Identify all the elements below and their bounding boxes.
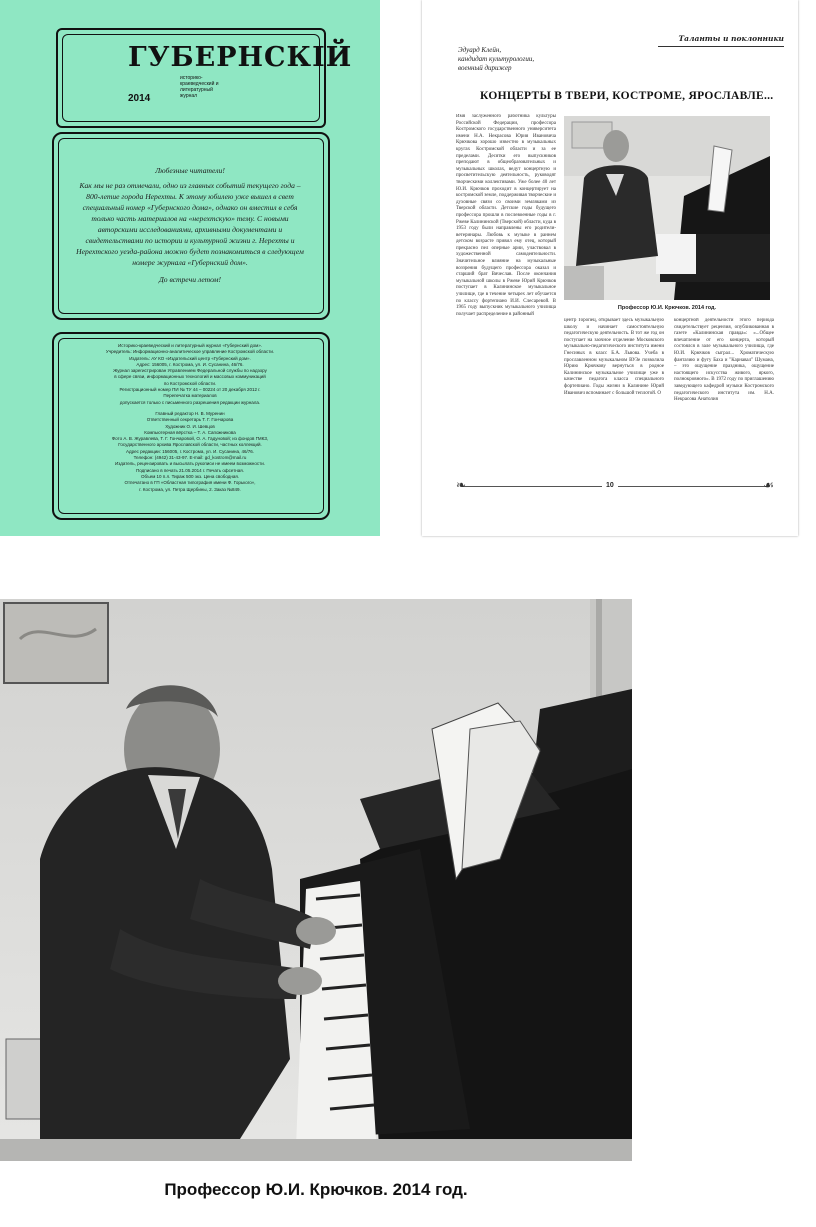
page-number: 10 xyxy=(602,482,618,489)
rubric-rule xyxy=(658,46,784,47)
imprint-line: Телефон: (4942) 31-43-97. E-mail: gd_kostrom@mail.ru xyxy=(133,455,247,461)
imprint-line: Историко-краеведческий и литературный журнал «Губернский дом». xyxy=(118,343,262,348)
letter-greeting: Любезные читатели! xyxy=(155,166,225,175)
letter-closing: До встречи летом! xyxy=(158,275,222,284)
imprint-line: по Костромской области. xyxy=(163,380,217,386)
logo-year: 2014 xyxy=(128,93,151,104)
imprint-line: Компьютерная вёрстка – Т. А. Сапожникова xyxy=(144,429,236,435)
rubric-title: Таланты и поклонники xyxy=(678,34,784,43)
author-role: военный дирижер xyxy=(458,64,512,72)
magazine-logo: ГУБЕРНСКIЙ xyxy=(128,42,353,73)
magazine-back-cover xyxy=(0,0,380,536)
imprint-line: Издатель, рецензировать и высылать рукописи не имеем возможности. xyxy=(115,461,265,467)
imprint-line: Адрес редакции: 156005, г. Кострома, ул. И. Сусанина, 46/76. xyxy=(125,448,255,454)
imprint-line: Отпечатано в ГП «Областная типография имени Ф. Горького», xyxy=(124,480,256,486)
professor-photo xyxy=(0,599,632,1161)
imprint-line: Объем 10 п.л. Тираж 500 экз. Цена свободная. xyxy=(140,473,240,479)
article-column-2: центр Торопец, открывает здесь музыкальную школу и начинает самостоятельную педагогическую деятельность. В тот же год он поступает на заочное отделение Московского музыкально-педагогического института имени Гнесиных в класс Б.А. Львова. Учеба в прославленном музыкальном ВУЗе позволила Юрию Крючкову вернуться в родное Калининское музыкальное училище уже в качестве педагога класса специального фортепиано. Годы жизни в Калинине Юрий Иванович вспоминает с большой теплотой. О xyxy=(564,318,664,396)
footer-ornament-right-icon: ☙ xyxy=(763,478,774,492)
article-author xyxy=(458,46,534,73)
imprint-line: Главный редактор Н. В. Муренин xyxy=(155,410,225,416)
imprint-line: допускается только с письменного разрешения редакции журнала. xyxy=(119,399,261,405)
logo-subtitle: историко-краеведческий и литературный журнал xyxy=(180,75,219,99)
editorial-letter xyxy=(72,165,308,285)
article-photo-caption: Профессор Ю.И. Крючков. 2014 год. xyxy=(617,305,717,311)
article-column-3: концертной деятельности этого периода свидетельствует рецензия, опубликованная в газете «Калининская правда»: «...Общее впечатление от его концерта, который состоялся в зале музыкального училища, где Ю.И. Крючков сыграл... Хроматическую фантазию и фугу Баха и "Карнавал" Шумана, – это ощущение праздника, ощущение настоящего искусства живого, яркого, полнокровного». В 1972 году по приглашению заведующего кафедрой музыки Костромского педагогического института им. Н.А. Некрасова Анатолия xyxy=(674,318,774,403)
author-name: Эдуард Клейн, xyxy=(458,46,502,54)
imprint-line: Фото А. В. Журавлева, Т. Г. Гончаровой, О. А. Гадуновой; из фондов ГМКЗ, xyxy=(111,436,269,442)
imprint-line: г. Кострома, ул. Петра Щербины, 2. Заказ №849. xyxy=(139,486,241,492)
imprint-line: Ответственный секретарь Т. Г. Гончарова xyxy=(146,417,234,423)
letter-body: Как мы не раз отмечали, одно из главных событий текущего года – 800-летие города Нерехты. К этому юбилею уже вышел в свет специальный номер «Губернского дома», однако он вместил в себя только часть материалов на «нерехтскую» тему. С новыми авторскими исследованиями, архивными документами и свидетельствами по истории и культурной жизни г. Нерехты и Нерехтского уезда-района можно будет познакомиться в следующем номере журнала «Губернский дом». xyxy=(76,181,304,267)
imprint-line: в сфере связи, информационных технологий и массовых коммуникаций xyxy=(114,374,266,380)
article-headline: КОНЦЕРТЫ В ТВЕРИ, КОСТРОМЕ, ЯРОСЛАВЛЕ... xyxy=(480,90,774,102)
footer-ornament-left-icon: ❧ xyxy=(456,478,467,492)
imprint-line: Перепечатка материалов xyxy=(163,393,217,399)
imprint-line: Художник О. И. Шевцов xyxy=(165,423,215,429)
article-page xyxy=(422,0,798,536)
imprint-line: Издатель: АУ КО «Издательский центр «Губернский дом». xyxy=(129,355,251,361)
imprint-line: Регистрационный номер ПИ № ТУ 44 – 00224 от 20 декабря 2012 г. xyxy=(119,387,261,393)
imprint-line: Учредитель: Информационно-аналитическое управление Костромской области. xyxy=(105,349,275,355)
imprint-line: Адрес: 156005, г. Кострома, ул. И. Сусанина, 46/76. xyxy=(136,361,244,367)
article-column-1: Имя заслуженного работника культуры Российской Федерации, профессора Костромского государственного университета имени Н.А. Некрасова Юрия Ивановича Крючкова хорошо известно в музыкальных кругах Костромской области и за ее пределами. Десятки его выпускников преподают в общеобразовательных и музыкальных школах, ведут концертную и просветительскую деятельность, руководят творческими коллективами. Уже более 40 лет Ю.И. Крючков проходит в концертирует на костромской земле, поддерживая творческие и духовные связи со своими земляками из Тверской области. Детские годы будущего профессора прошли в послевоенные годы в г. Ржеве Калининской (Тверской) области, куда в 1953 году были направлены его родители-ветеринары. Любовь к музыке в раннем детском возрасте привил ему отец, который прекрасно пел оперные арии, участвовал в художественной самодеятельности. Значительное влияние на музыкальные воззрения будущего профессора оказал и старший брат Вячеслав. После окончания музыкальной школы в Ржеве Юрий Крючков поступает в Калининское музыкальное училище, где в течение четырех лет обучается по классу фортепиано И.И. Слесаревой. В 1965 году выпускник музыкального училища получает распределение в районный xyxy=(456,114,556,317)
article-photo xyxy=(564,116,770,300)
imprint-block xyxy=(70,343,310,493)
imprint-line: Подписано в печать 21.05.2014 г. Печать офсетная. xyxy=(136,467,244,473)
photo-caption: Профессор Ю.И. Крючков. 2014 год. xyxy=(164,1180,468,1199)
imprint-line: Журнал зарегистрирован Управлением Федеральной службы по надзору xyxy=(113,368,267,374)
author-degree: кандидат культурологии, xyxy=(458,55,535,63)
imprint-line: Государственного архива Ярославской области, частных коллекций. xyxy=(118,442,262,448)
